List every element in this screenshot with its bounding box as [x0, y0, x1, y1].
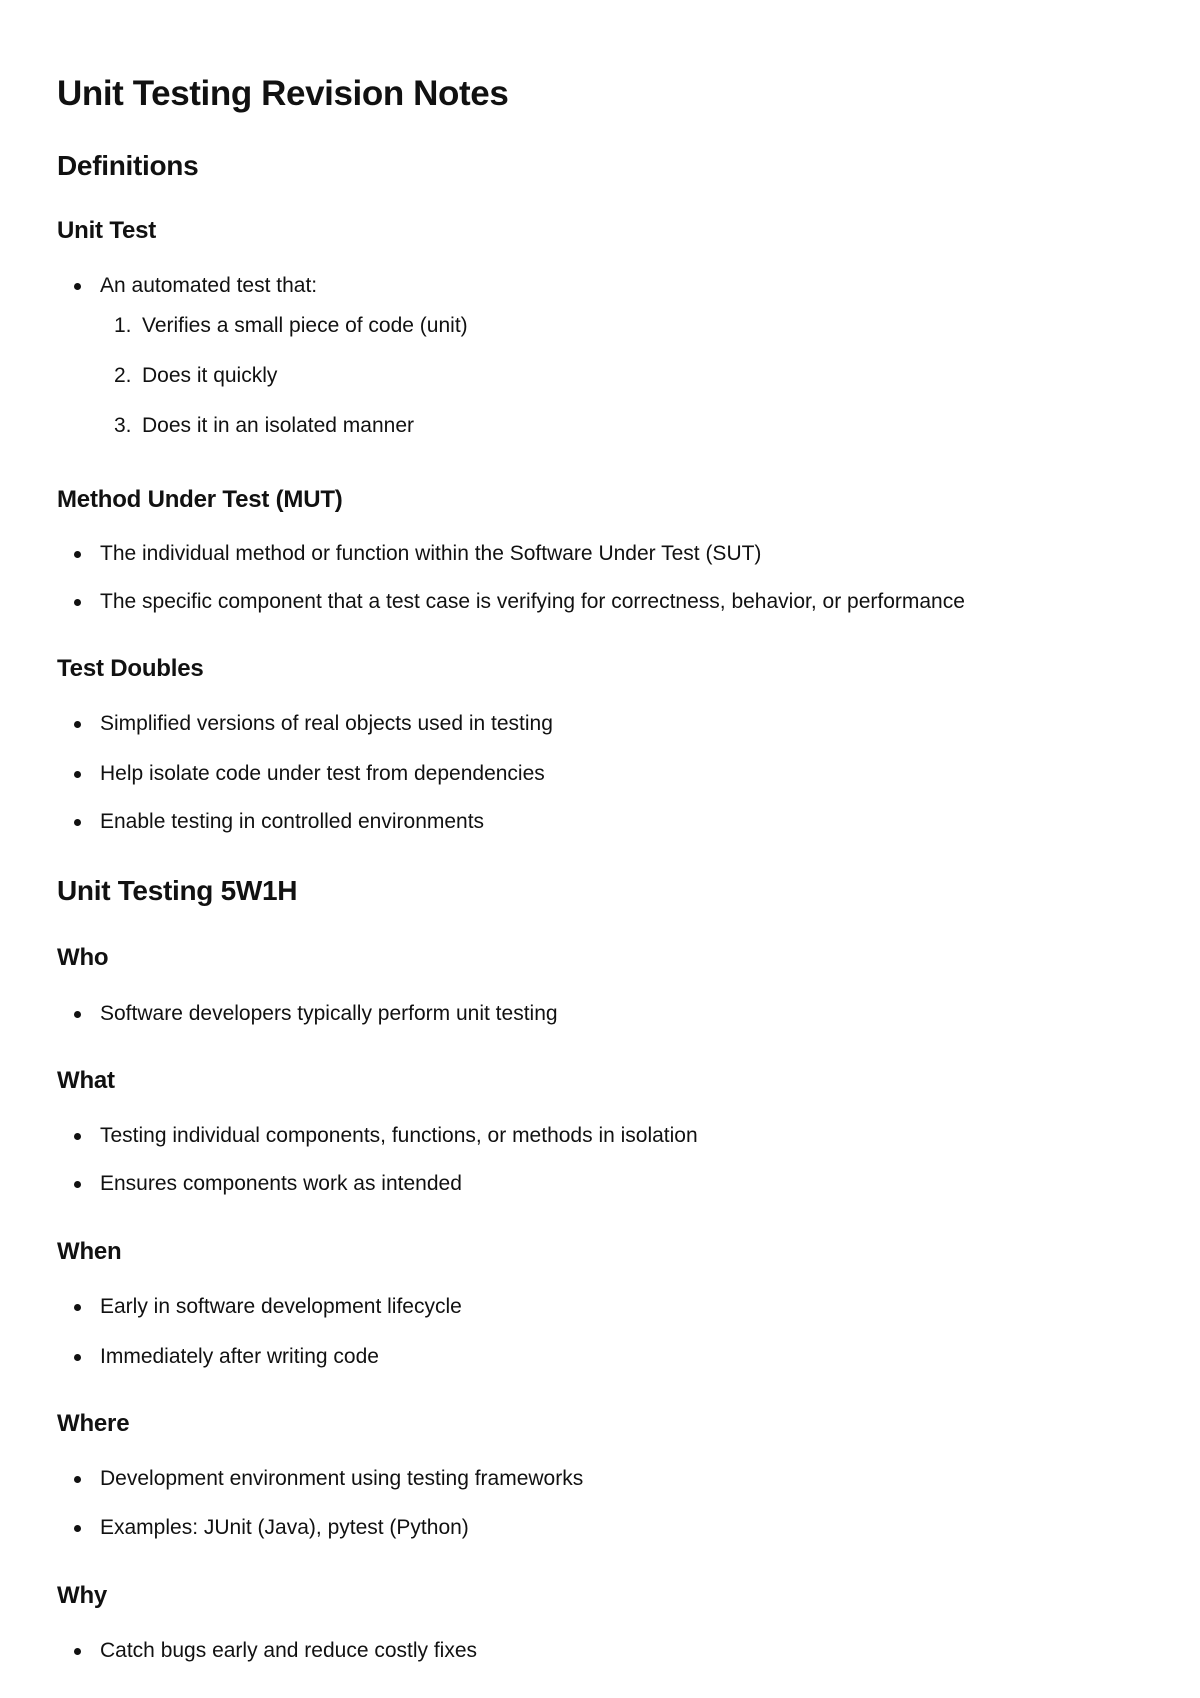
ordered-list-number: 2.: [114, 364, 132, 387]
subheading-where: Where: [57, 1410, 130, 1437]
list-item: Early in software development lifecycle: [100, 1293, 462, 1321]
list-item: Examples: JUnit (Java), pytest (Python): [100, 1514, 469, 1542]
list-item: An automated test that:: [100, 272, 317, 300]
list-item: Ensures components work as intended: [100, 1170, 462, 1198]
list-item: Immediately after writing code: [100, 1343, 379, 1371]
list-item: The individual method or function within the Software Under Test (SUT): [100, 540, 761, 568]
subheading-who: Who: [57, 944, 109, 971]
ordered-list-item: Verifies a small piece of code (unit): [142, 314, 468, 337]
list-item: Development environment using testing frameworks: [100, 1465, 583, 1493]
section-heading-5w1h: Unit Testing 5W1H: [57, 875, 298, 906]
subheading-unit-test: Unit Test: [57, 217, 157, 244]
list-item: Help isolate code under test from dependencies: [100, 760, 545, 788]
subheading-what: What: [57, 1067, 115, 1094]
subheading-test-doubles: Test Doubles: [57, 655, 204, 682]
ordered-list-number: 1.: [114, 314, 132, 337]
ordered-list-item: Does it in an isolated manner: [142, 414, 414, 437]
ordered-list-item: Does it quickly: [142, 364, 278, 387]
list-item: Enable testing in controlled environments: [100, 808, 484, 836]
ordered-list-number: 3.: [114, 414, 132, 437]
list-item: The specific component that a test case is verifying for correctness, behavior, or performance: [100, 588, 965, 616]
section-heading-definitions: Definitions: [57, 150, 199, 181]
subheading-mut: Method Under Test (MUT): [57, 486, 343, 513]
list-item: Simplified versions of real objects used in testing: [100, 710, 553, 738]
list-item: Catch bugs early and reduce costly fixes: [100, 1637, 477, 1665]
page-title: Unit Testing Revision Notes: [57, 74, 509, 113]
list-item: Testing individual components, functions, or methods in isolation: [100, 1122, 698, 1150]
list-item: Software developers typically perform unit testing: [100, 1000, 558, 1028]
subheading-why: Why: [57, 1582, 108, 1609]
subheading-when: When: [57, 1238, 122, 1265]
